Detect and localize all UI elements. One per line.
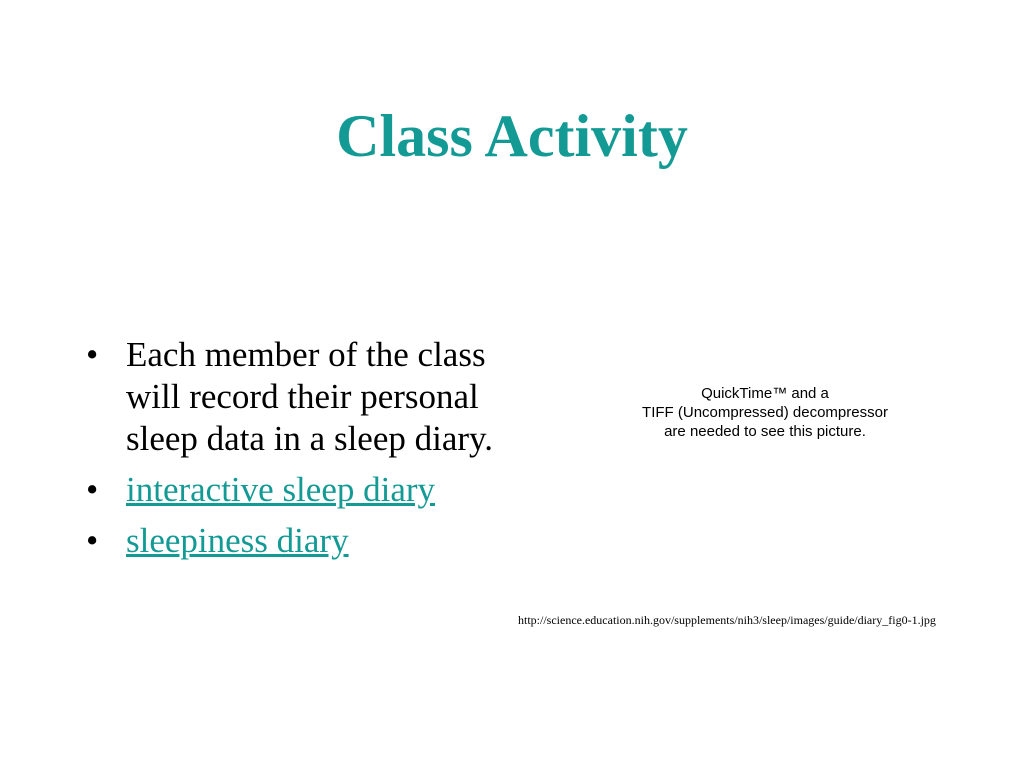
placeholder-line: QuickTime™ and a — [701, 385, 829, 402]
bullet-item — [86, 334, 496, 460]
bullet-item — [86, 469, 496, 511]
bullet-dot: • — [86, 335, 99, 374]
image-source-url: http://science.education.nih.gov/supplements/nih3/sleep/images/guide/diary_fig0-1.jpg — [518, 613, 936, 627]
bullet-text: Each member of the class will record their personal sleep data in a sleep diary. — [126, 335, 494, 458]
bullet-dot: • — [86, 521, 99, 560]
bullet-dot: • — [86, 470, 99, 509]
bullet-list — [86, 334, 496, 571]
bullet-item — [86, 520, 496, 562]
image-placeholder — [590, 384, 940, 441]
placeholder-line: are needed to see this picture. — [664, 423, 866, 440]
sleepiness-diary-link[interactable]: sleepiness diary — [126, 521, 349, 560]
placeholder-line: TIFF (Uncompressed) decompressor — [642, 404, 888, 421]
slide-title: Class Activity — [336, 103, 688, 169]
interactive-sleep-diary-link[interactable]: interactive sleep diary — [126, 470, 436, 509]
